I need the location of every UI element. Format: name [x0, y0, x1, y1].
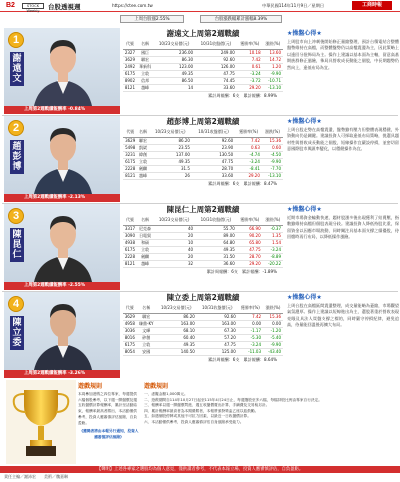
performance-table-panel [123, 28, 283, 114]
column-header: 代號 [123, 303, 137, 313]
table-cell: 越峰 [137, 84, 153, 91]
opinion-text: 上周台股走勢在高檔震盪，盤勢雖有壓力但整體表現穩健，外資動向仍是關鍵。建議投資人可採取逢低布局策略，挑選具題材性與營收成長動能之個股，短線操作宜嚴設停損，並密切留意國際股市與匯率變化，以穩健操作為宜。 [287, 127, 399, 152]
table-cell: 尼克森 [137, 225, 153, 232]
table-cell: 47.75 [192, 158, 235, 165]
table-cell: 立敦 [139, 158, 148, 164]
column-header: 獲勝率(%) [238, 303, 263, 313]
table-cell: 立敦 [137, 341, 156, 348]
column-header: 名稱 [137, 215, 153, 225]
table-cell: 8121 [123, 172, 137, 179]
column-header: 10/23交易價(元) [153, 39, 195, 49]
table-cell: 66.90 [237, 225, 263, 232]
rule-item: 四、累計報酬率最高者為本期優勝者，本報將頒發獎盃乙座以茲鼓勵。 [144, 408, 259, 413]
rule-item: 五、如遇個股停牌或其他不可抗力因素，以最近一日收盤價計算。 [144, 414, 251, 418]
portrait-image [28, 296, 98, 376]
table-cell: 20 [153, 253, 195, 260]
table-cell: 92.60 [192, 137, 235, 144]
table-cell: 49.35 [153, 70, 195, 77]
column-header: 獲勝率(%) [237, 215, 263, 225]
table-cell: 0.63 [235, 144, 262, 151]
table-cell: 安國 [137, 348, 156, 355]
table-row [123, 341, 283, 348]
table-row [123, 77, 283, 84]
table-cell: 15.36 [263, 313, 283, 320]
table-row [123, 313, 283, 320]
performance-table [123, 303, 283, 356]
table-cell: 0.61 [237, 63, 263, 70]
table-cell: 49.35 [149, 158, 192, 165]
table-cell: 31.50 [195, 253, 237, 260]
column-header: 漲跌(%) [263, 303, 283, 313]
table-row [123, 246, 283, 253]
table-cell: 8121 [124, 261, 136, 266]
table-cell: 凱崴 [139, 144, 148, 150]
rules-panel [144, 382, 396, 462]
column-header: 漲跌(%) [262, 127, 283, 137]
table-cell: 3629 [124, 314, 135, 319]
table-cell: 聯宏 [139, 137, 148, 143]
column-header: 10/23交易價(元) [153, 215, 195, 225]
table-cell: 文曄 [137, 327, 156, 334]
disclaimer-banner: 【聲明】上述各專家之選股均為個人意見，僅供讀者參考，不代表本報立場，投資人應審慎評估，自負盈虧。 [0, 466, 400, 473]
table-cell: 36.60 [195, 260, 237, 267]
table-cell: 6175 [124, 71, 136, 76]
opinion-text: 上周台股在高檔區間震盪整理，成交量能略為萎縮，市場觀望氣氛濃厚。操作上建議以短線進出為主，選股著重於營收表現亮眼及具法人買盤支撐之標的，同時嚴守停損紀律，避免追高，待量能回溫後再擴大布局。 [287, 303, 399, 328]
rank-medal: 4 [8, 296, 24, 312]
cumulative-return: 累計周報酬：6支 累計報酬：8.64% [208, 356, 277, 362]
table-cell: 90.20 [237, 232, 263, 239]
trophy-panel [6, 380, 76, 464]
table-row [123, 260, 283, 267]
table-cell: 29.20 [235, 172, 262, 179]
table-cell: 6175 [124, 342, 135, 347]
table-row [123, 165, 283, 172]
analyst-photo [4, 116, 120, 202]
table-cell: 信邦 [137, 77, 153, 84]
table-cell: 1.54 [263, 239, 283, 246]
analyst-name: 陳昆仁 [10, 228, 24, 262]
table-cell: 33.60 [195, 84, 237, 91]
column-header: 漲跌(%) [263, 39, 283, 49]
table-cell: -11.03 [238, 348, 263, 355]
table-cell: 86.20 [149, 137, 192, 144]
analyst-name: 趙彭博 [10, 140, 24, 174]
table-row [123, 225, 283, 232]
opinion-heading: ★操盤心得★ [287, 118, 322, 125]
rule-item: 二、遊戲期間自114年10月27日起至115年4月24日止，每週選股至多六檔，每檔持股比例由專家自行決定。 [144, 397, 322, 402]
rule-item: 三、報酬率以週一開盤價買進、週五收盤價賣出計算，手續費及交易稅另計。 [144, 403, 270, 407]
table-cell: 3317 [124, 226, 136, 231]
column-header: 名稱 [137, 127, 148, 137]
table-row [123, 232, 283, 239]
table-cell: 2228 [123, 165, 137, 172]
table-row [123, 327, 283, 334]
table-cell: 13.60 [263, 49, 283, 56]
rank-medal: 1 [8, 32, 24, 48]
table-cell: 14.72 [263, 56, 283, 63]
opinion-heading: ★操盤心得★ [287, 294, 322, 301]
table-cell: 立敦 [137, 246, 153, 253]
table-cell: 28.70 [237, 253, 263, 260]
column-header: 10/23交易價(元) [156, 303, 197, 313]
table-cell: 矽創 [137, 334, 156, 341]
table-row [123, 49, 283, 56]
column-header: 10/31收盤價(元) [195, 215, 237, 225]
rank-medal: 3 [8, 208, 24, 224]
cumulative-return: 累計周報酬：6支 累計報酬：8.47% [208, 180, 277, 186]
rank-medal: 2 [8, 120, 24, 136]
table-cell: 6175 [124, 247, 136, 252]
column-header: 獲勝率(%) [235, 127, 262, 137]
summary-left: 上周台股漲2.55% [120, 15, 184, 23]
table-cell: 249.00 [195, 49, 237, 56]
rules-heading: 遊戲規則 [144, 383, 169, 390]
table-row [123, 70, 283, 77]
table-cell: 40 [153, 246, 195, 253]
summary-right: 台股漲跌幅累計漲幅8.39% [200, 15, 282, 23]
page-footer: 責任主編／謝沛宏 美術／魏嘉琳 [4, 474, 68, 479]
table-cell: 和碩 [137, 239, 153, 246]
table-cell: -3.24 [235, 158, 262, 165]
table-cell: 29.20 [237, 260, 263, 267]
column-header: 代號 [123, 215, 137, 225]
analyst-name: 陳立委 [10, 316, 24, 350]
table-cell: 國巨 [137, 49, 153, 56]
table-cell: 32 [153, 260, 195, 267]
table-cell: 68.10 [156, 327, 197, 334]
table-cell: 8121 [124, 85, 136, 90]
table-cell: -9.90 [263, 341, 283, 348]
table-cell: 臻鼎-KY [137, 320, 156, 327]
table-cell: 47.75 [195, 70, 237, 77]
table-cell: -1.17 [238, 327, 263, 334]
table-cell: 86.30 [153, 56, 195, 63]
table-cell: 47.75 [197, 341, 238, 348]
table-row [123, 239, 283, 246]
bottom-area [2, 380, 398, 464]
table-cell: 163.00 [197, 320, 238, 327]
table-cell: 47.75 [237, 246, 263, 253]
table-row [123, 320, 283, 327]
table-cell: 125.00 [197, 348, 238, 355]
table-cell: 64.80 [195, 239, 237, 246]
analyst-photo [4, 292, 120, 378]
table-cell: 20 [153, 232, 195, 239]
column-header: 10/31收盤價(元) [192, 127, 235, 137]
table-cell: -9.90 [262, 158, 283, 165]
table-cell: 2327 [124, 50, 136, 55]
table-cell: 65.80 [237, 239, 263, 246]
table-cell: 137.00 [149, 151, 192, 158]
portrait-image [28, 120, 98, 200]
table-row [123, 158, 283, 165]
page-number: B2 [6, 2, 15, 9]
table-cell: 126.00 [195, 63, 237, 70]
issue-date: 中華民國114年11月9日／星期日 [262, 3, 325, 8]
table-cell: -20.22 [263, 260, 283, 267]
table-cell: 74.45 [195, 77, 237, 84]
column-header: 10/31收盤價(元) [197, 303, 238, 313]
table-cell: 2492 [124, 64, 136, 69]
weekly-return: 上周第2週戰績報酬率 -0.84% [4, 106, 120, 114]
table-cell: 86.50 [153, 77, 195, 84]
rule-item: 六、本活動僅供參考，投資人應審慎評估自身風險承受能力。 [144, 419, 244, 424]
table-cell: -4.74 [235, 151, 262, 158]
table-cell: 123.00 [153, 63, 195, 70]
table-cell: 3090 [124, 233, 136, 238]
table-title: 趙彭博上周第2週戰績 [166, 117, 240, 126]
rule-item: 一、虛擬金額1,000萬元。 [144, 392, 188, 396]
table-cell: 92.60 [197, 313, 238, 320]
table-cell: 57.20 [197, 334, 238, 341]
table-title: 謝遠文上周第2週戰績 [166, 29, 240, 38]
performance-table [123, 39, 283, 92]
table-cell: 67.30 [197, 327, 238, 334]
table-cell: -3.72 [237, 77, 263, 84]
column-header: 漲跌(%) [263, 215, 283, 225]
table-cell: 40 [153, 225, 195, 232]
performance-table-panel [123, 204, 283, 290]
stock-weekly-tag: STOCK Weekly [22, 3, 44, 9]
portrait-image [28, 208, 98, 288]
cumulative-return: 累計周報酬：6支 累計報酬：-1.89% [206, 268, 277, 274]
intro-panel [78, 382, 140, 462]
table-cell: -8.89 [263, 253, 283, 260]
column-header: 10/31收盤價(元) [195, 39, 237, 49]
table-cell: 4958 [124, 321, 135, 326]
table-cell: -13.10 [263, 84, 283, 91]
table-cell: 236.00 [153, 49, 195, 56]
section-title: 台股透視週 [48, 3, 81, 11]
table-cell: 華新科 [137, 63, 153, 70]
table-cell: 日電貿 [137, 232, 153, 239]
weekly-return: 上周第2週戰績報酬率 -3.26% [4, 370, 120, 378]
table-cell: 聯宏 [137, 56, 153, 63]
table-cell: 28.70 [192, 165, 235, 172]
site-url[interactable]: https://ctee.com.tw [112, 3, 153, 8]
table-cell: 0.00 [238, 320, 263, 327]
table-cell: 1.20 [263, 63, 283, 70]
table-cell: 49.35 [195, 246, 237, 253]
table-cell: 0.60 [262, 144, 283, 151]
table-row [123, 172, 283, 179]
opinion-heading: ★操盤心得★ [287, 206, 322, 213]
table-cell: 8016 [124, 335, 135, 340]
table-row [123, 334, 283, 341]
table-cell: 60.40 [156, 334, 197, 341]
table-cell: 劍麟 [137, 253, 153, 260]
intro-text: 本周參加遊戲之四位專家，每週提供六檔個股參考，以下週一開盤價及週五收盤價計算報酬率，累計至活動結束，報酬率最高者勝出，本活動僅供參考，投資人應審慎評估風險，自負盈虧。 [78, 392, 137, 425]
opinion-heading: ★操盤心得★ [287, 30, 322, 37]
table-cell: 130.50 [192, 151, 235, 158]
table-cell: 7.42 [235, 137, 262, 144]
performance-table [123, 215, 283, 268]
newspaper-logo: 工商時報 [352, 1, 392, 10]
table-cell: -3.24 [263, 246, 283, 253]
table-cell: -1.20 [263, 327, 283, 334]
table-row [123, 137, 283, 144]
table-cell: 3036 [124, 328, 135, 333]
portrait-image [28, 32, 98, 112]
table-cell: 89.00 [195, 232, 237, 239]
table-cell: 7.42 [238, 313, 263, 320]
table-cell: 0.00 [263, 320, 283, 327]
cumulative-return: 累計周報酬：6支 累計報酬：8.99% [208, 92, 277, 98]
table-cell: -13.10 [262, 172, 283, 179]
column-header: 名稱 [137, 303, 156, 313]
table-cell: 劍麟 [139, 165, 148, 171]
table-cell: -9.90 [263, 70, 283, 77]
table-title: 陳昆仁上周第2週戰績 [166, 205, 240, 214]
table-cell: 2228 [124, 254, 136, 259]
table-row [123, 84, 283, 91]
table-row [123, 348, 283, 355]
performance-table-panel [123, 116, 283, 202]
table-cell: 10 [153, 239, 195, 246]
award-note: 《獲獎者將由本報另行通知，投資人應審慎評估風險》 [79, 429, 139, 439]
table-cell: 86.20 [156, 313, 197, 320]
table-row [123, 253, 283, 260]
analyst-section [2, 28, 398, 114]
opinion-text: 近期市場資金輪動快速，題材股漲多後出現獲利了結賣壓，指數雖維持高檔但個股表現分歧。建議投資人降低持股比重，保留資金以因應市場波動，同時關注具基本面支撐之績優股，待回檔時再行布局，以降低操作風險。 [287, 215, 399, 240]
table-cell: 140.50 [156, 348, 197, 355]
table-cell: -43.40 [263, 348, 283, 355]
table-cell: 33.60 [192, 172, 235, 179]
table-cell: 92.60 [195, 56, 237, 63]
weekly-return: 上周第2週戰績報酬率 -2.55% [4, 282, 120, 290]
intro-heading: 遊戲規則 [78, 383, 103, 390]
table-row [123, 63, 283, 70]
table-cell: 23.55 [149, 144, 192, 151]
table-cell: 越峰 [137, 260, 153, 267]
table-cell: 10.18 [237, 49, 263, 56]
table-row [123, 151, 283, 158]
table-cell: 5498 [123, 144, 137, 151]
analyst-photo [4, 28, 120, 114]
table-cell: 163.00 [156, 320, 197, 327]
analyst-photo [4, 204, 120, 290]
table-cell: -3.24 [238, 341, 263, 348]
weekly-return: 上周第2週戰績報酬率 -2.13% [4, 194, 120, 202]
table-cell: 聯宏 [137, 313, 156, 320]
table-cell: 立敦 [137, 70, 153, 77]
table-cell: 23.90 [192, 144, 235, 151]
table-cell: -8.41 [235, 165, 262, 172]
table-row [123, 56, 283, 63]
opinion-text: 上周股市向上冲刺後開始修正量縮整理，預計台積電結合整體盤勢維持在高檔，而整體盤勢仍以高檔震盪為主，因此策略上以逢回分批佈局為主。操作上建議以基本面為主軸，留意高基期族群修正風險，佈局具營收成長動能之個股，中長期趨勢仍然向上，逢低布局為宜。 [287, 39, 399, 70]
page-header [0, 0, 400, 12]
opinion-panel [287, 292, 399, 378]
table-cell: 26 [149, 172, 192, 179]
column-header: 10/23交易價(元) [149, 127, 192, 137]
opinion-panel [287, 28, 399, 114]
table-cell: -5.40 [263, 334, 283, 341]
table-row [123, 144, 283, 151]
opinion-panel [287, 204, 399, 290]
table-cell: 3231 [123, 151, 137, 158]
table-cell: 3629 [123, 137, 137, 144]
analyst-name: 謝遠文 [10, 52, 24, 86]
table-cell: 4938 [124, 240, 136, 245]
analyst-section [2, 116, 398, 202]
table-cell: 越峰 [139, 172, 148, 178]
table-title: 陳立委上周第2週戰績 [166, 293, 240, 302]
table-cell: 15.36 [262, 137, 283, 144]
table-cell: -10.71 [263, 77, 283, 84]
table-cell: 6175 [123, 158, 137, 165]
column-header: 代號 [123, 39, 137, 49]
table-cell: 55.70 [195, 225, 237, 232]
analyst-section [2, 292, 398, 378]
table-cell: -0.37 [263, 225, 283, 232]
table-cell: 緯創 [139, 151, 148, 157]
column-header: 名稱 [137, 39, 153, 49]
column-header: 獲勝率(%) [237, 39, 263, 49]
table-cell: -4.50 [262, 151, 283, 158]
table-cell: 3629 [124, 57, 136, 62]
table-cell: 7.42 [237, 56, 263, 63]
table-cell: 1.35 [263, 232, 283, 239]
table-cell: -5.30 [238, 334, 263, 341]
performance-table [123, 127, 283, 180]
table-cell: 49.35 [156, 341, 197, 348]
performance-table-panel [123, 292, 283, 378]
trophy-icon [6, 380, 76, 464]
table-cell: 29.20 [237, 84, 263, 91]
column-header: 代號 [123, 127, 137, 137]
opinion-panel [287, 116, 399, 202]
table-cell: 8054 [124, 349, 135, 354]
table-cell: -3.24 [237, 70, 263, 77]
table-cell: 31.5 [149, 165, 192, 172]
table-cell: 8902 [124, 78, 136, 83]
table-cell: 14 [153, 84, 195, 91]
table-cell: -7.70 [262, 165, 283, 172]
analyst-section [2, 204, 398, 290]
